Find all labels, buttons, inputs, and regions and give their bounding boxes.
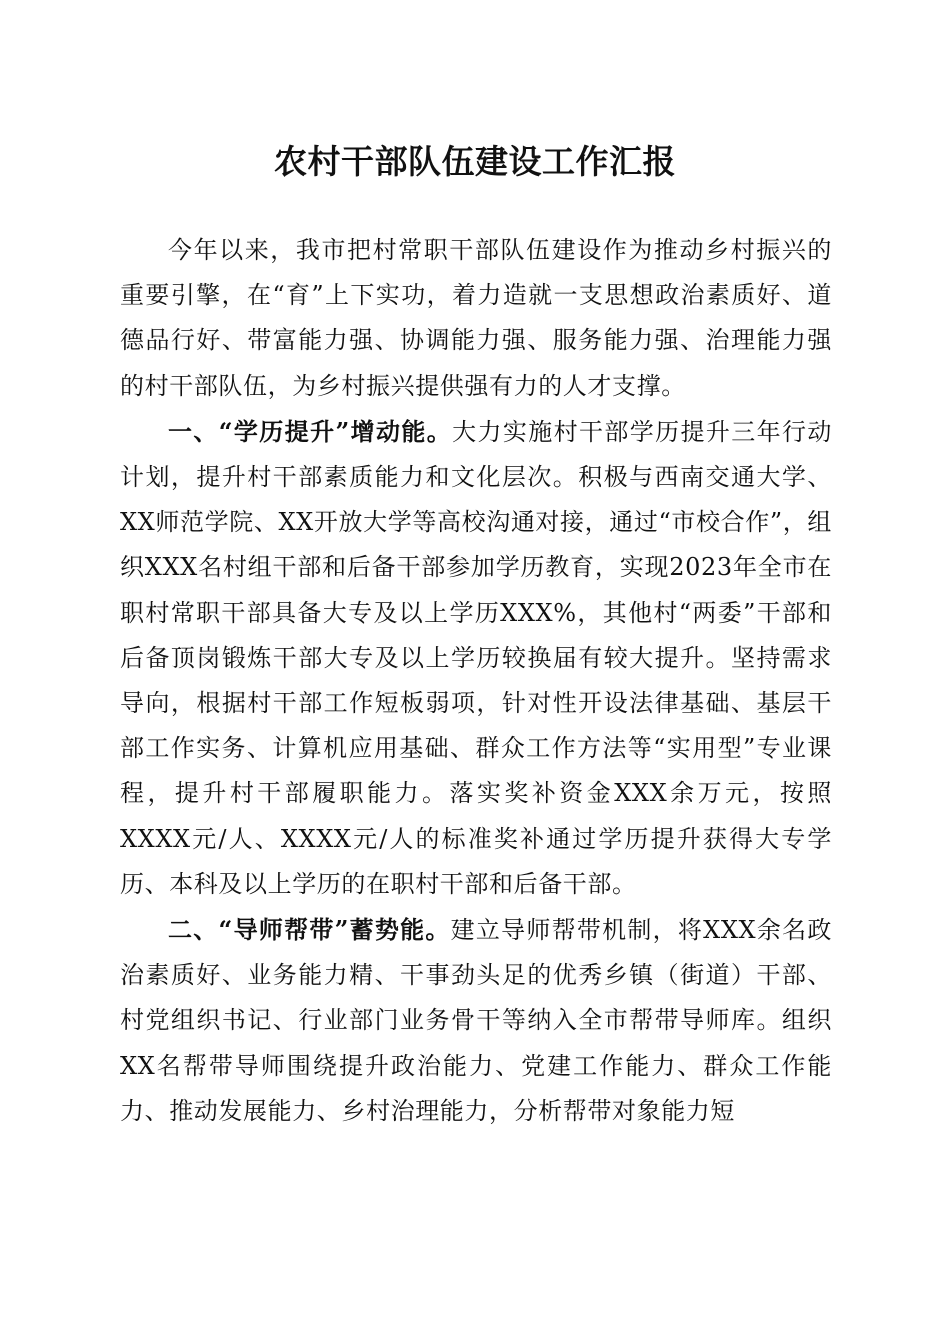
section-text-2: 建立导师帮带机制，将XXX余名政治素质好、业务能力精、干事劲头足的优秀乡镇（街道）干部、村党组织书记、行业部门业务骨干等纳入全市帮带导师库。组织XX名帮带导师围绕提升政治能力、党建工作能力、群众工作能力、推动发展能力、乡村治理能力，分析帮带对象能力短 — [120, 916, 833, 1125]
intro-paragraph: 今年以来，我市把村常职干部队伍建设作为推动乡村振兴的重要引擎，在“育”上下实功，着力造就一支思想政治素质好、道德品行好、带富能力强、协调能力强、服务能力强、治理能力强的村干部队伍，为乡村振兴提供强有力的人才支撑。 — [120, 236, 832, 400]
section-paragraph-2 — [120, 907, 832, 1134]
section-text-1: 大力实施村干部学历提升三年行动计划，提升村干部素质能力和文化层次。积极与西南交通大学、XX师范学院、XX开放大学等高校沟通对接，通过“市校合作”，组织XXX名村组干部和后备干部参加学历教育，实现2023年全市在职村常职干部具备大专及以上学历XXX%，其他村“两委”干部和后备顶岗锻炼干部大专及以上学历较换届有较大提升。坚持需求导向，根据村干部工作短板弱项，针对性开设法律基础、基层干部工作实务、计算机应用基础、群众工作方法等“实用型”专业课程，提升村干部履职能力。落实奖补资金XXX余万元，按照XXXX元/人、XXXX元/人的标准奖补通过学历提升获得大专学历、本科及以上学历的在职村干部和后备干部。 — [120, 417, 833, 898]
section-heading-1: 一、“学历提升”增动能。 — [168, 416, 453, 446]
section-heading-2: 二、“导师帮带”蓄势能。 — [168, 915, 451, 945]
document-title: 农村干部队伍建设工作汇报 — [274, 142, 676, 181]
document-body — [120, 228, 832, 1134]
section-paragraph-1 — [120, 409, 832, 907]
